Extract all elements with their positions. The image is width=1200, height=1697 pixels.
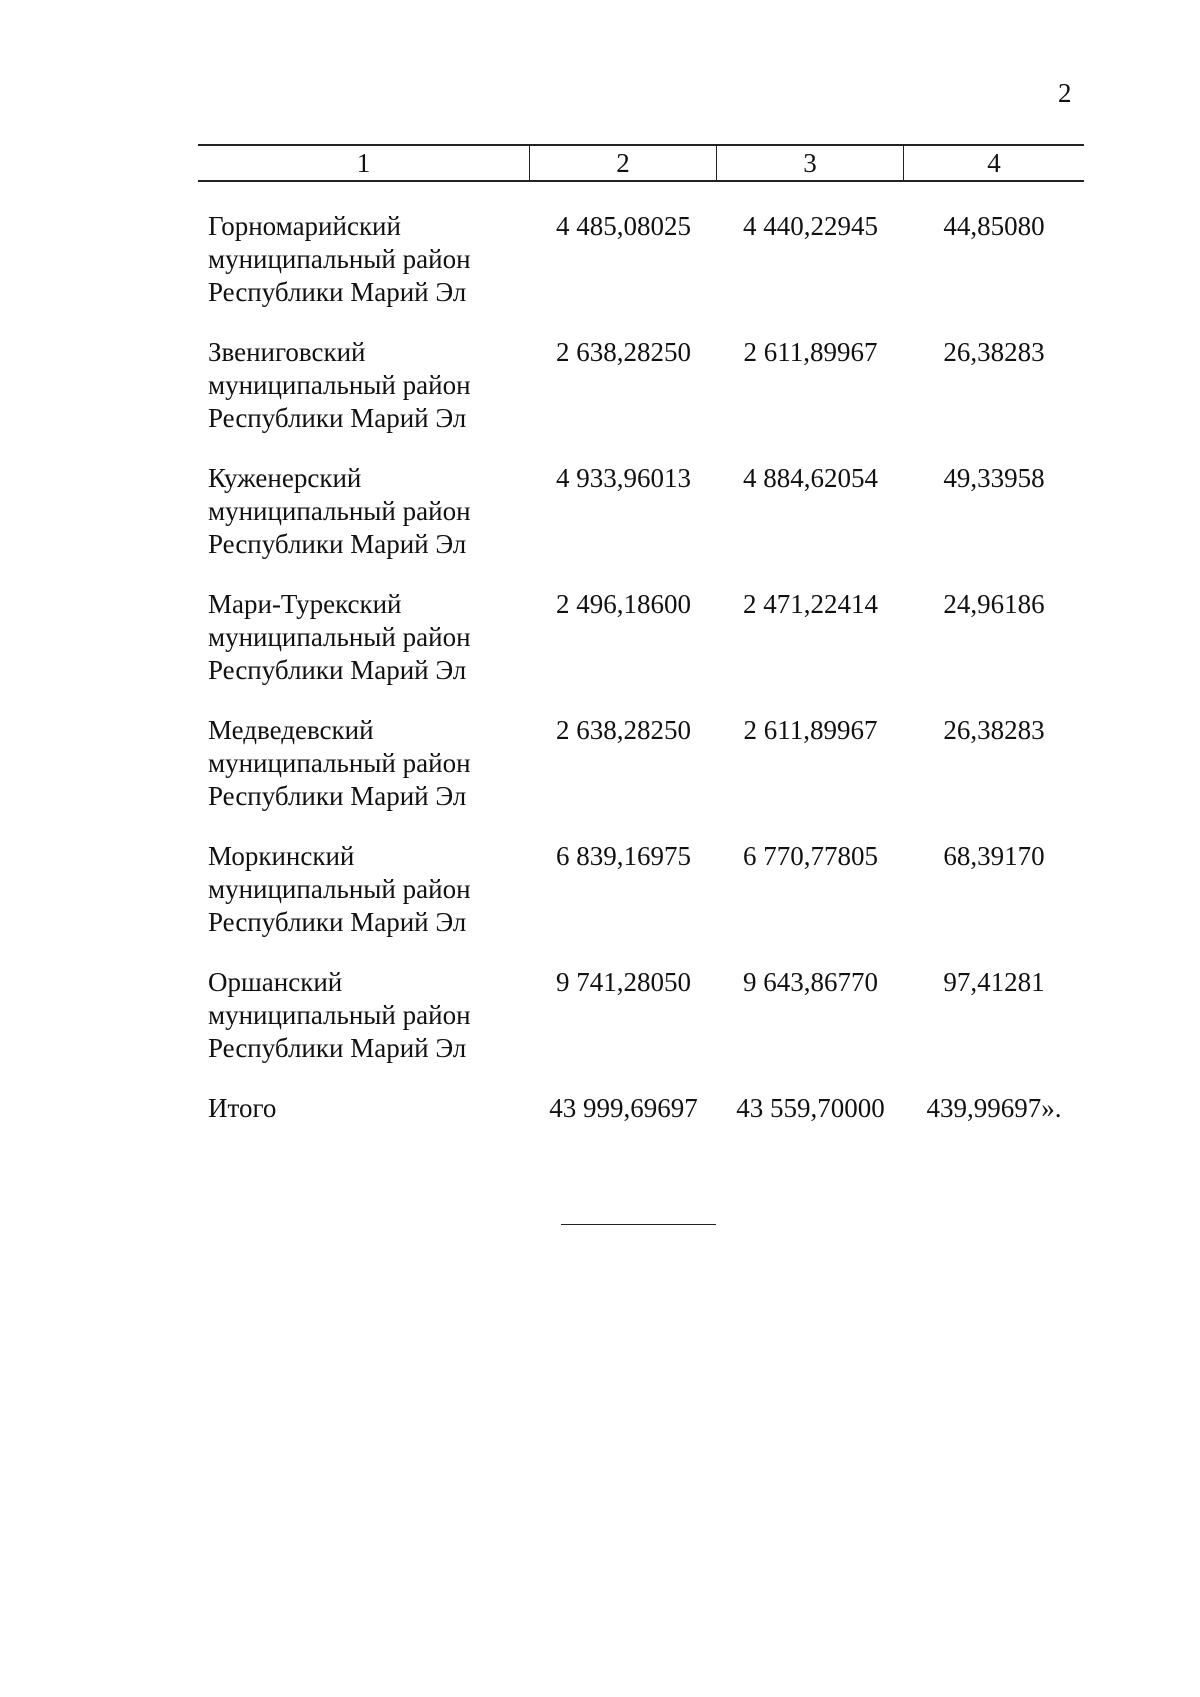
value-col-2: 2 638,28250 (556, 337, 691, 367)
total-label: Итого (208, 1093, 277, 1123)
value-col-4: 68,39170 (943, 841, 1045, 871)
total-row (198, 1092, 1084, 1132)
header-col-1: 1 (198, 146, 530, 180)
table-row (198, 588, 1084, 714)
region-name-line: муниципальный район (208, 1000, 471, 1030)
value-col-4: 49,33958 (943, 463, 1045, 493)
value-col-3: 2 471,22414 (743, 589, 878, 619)
region-name (198, 210, 530, 336)
value-col-3: 4 884,62054 (743, 463, 878, 493)
region-name-line: муниципальный район (208, 244, 471, 274)
end-rule (561, 1224, 716, 1225)
total-col-4: 439,99697». (926, 1093, 1062, 1123)
region-name-line: муниципальный район (208, 370, 471, 400)
region-name-line: Республики Марий Эл (208, 907, 467, 937)
region-name-line: муниципальный район (208, 748, 471, 778)
region-name-line: муниципальный район (208, 874, 471, 904)
region-name-line: Республики Марий Эл (208, 403, 467, 433)
total-col-3: 43 559,70000 (736, 1093, 885, 1123)
region-name-line: Медведевский (208, 715, 374, 745)
region-name (198, 588, 530, 714)
region-name (198, 714, 530, 840)
table-row (198, 336, 1084, 462)
value-col-3: 4 440,22945 (743, 211, 878, 241)
header-col-3: 3 (717, 146, 904, 180)
value-col-4: 26,38283 (943, 337, 1045, 367)
value-col-3: 9 643,86770 (743, 967, 878, 997)
value-col-4: 44,85080 (943, 211, 1045, 241)
total-col-2: 43 999,69697 (549, 1093, 698, 1123)
value-col-4: 24,96186 (943, 589, 1045, 619)
value-col-2: 2 496,18600 (556, 589, 691, 619)
value-col-3: 2 611,89967 (743, 715, 878, 745)
region-name-line: Мари-Турекский (208, 589, 402, 619)
table-row (198, 714, 1084, 840)
value-col-2: 6 839,16975 (556, 841, 691, 871)
region-name-line: Республики Марий Эл (208, 655, 467, 685)
region-name-line: муниципальный район (208, 622, 471, 652)
value-col-2: 4 933,96013 (556, 463, 691, 493)
value-col-2: 4 485,08025 (556, 211, 691, 241)
region-name (198, 840, 530, 966)
region-name-line: Звениговский (208, 337, 366, 367)
value-col-2: 2 638,28250 (556, 715, 691, 745)
table-row (198, 210, 1084, 336)
page-number: 2 (1058, 78, 1072, 108)
region-name-line: Республики Марий Эл (208, 277, 467, 307)
region-name-line: Моркинский (208, 841, 355, 871)
table-row (198, 840, 1084, 966)
region-name (198, 336, 530, 462)
region-name-line: Куженерский (208, 463, 362, 493)
value-col-4: 97,41281 (943, 967, 1045, 997)
region-name-line: Оршанский (208, 967, 343, 997)
region-name (198, 462, 530, 588)
value-col-4: 26,38283 (943, 715, 1045, 745)
table-row (198, 462, 1084, 588)
table-header (198, 144, 1084, 182)
value-col-2: 9 741,28050 (556, 967, 691, 997)
region-name (198, 966, 530, 1092)
header-col-4: 4 (987, 147, 1001, 178)
table-body (198, 210, 1084, 1132)
region-name-line: Горномарийский (208, 211, 401, 241)
value-col-3: 6 770,77805 (743, 841, 878, 871)
region-name-line: Республики Марий Эл (208, 781, 467, 811)
region-name-line: муниципальный район (208, 496, 471, 526)
table-row (198, 966, 1084, 1092)
value-col-3: 2 611,89967 (743, 337, 878, 367)
header-col-2: 2 (530, 146, 717, 180)
region-name-line: Республики Марий Эл (208, 1033, 467, 1063)
region-name-line: Республики Марий Эл (208, 529, 467, 559)
